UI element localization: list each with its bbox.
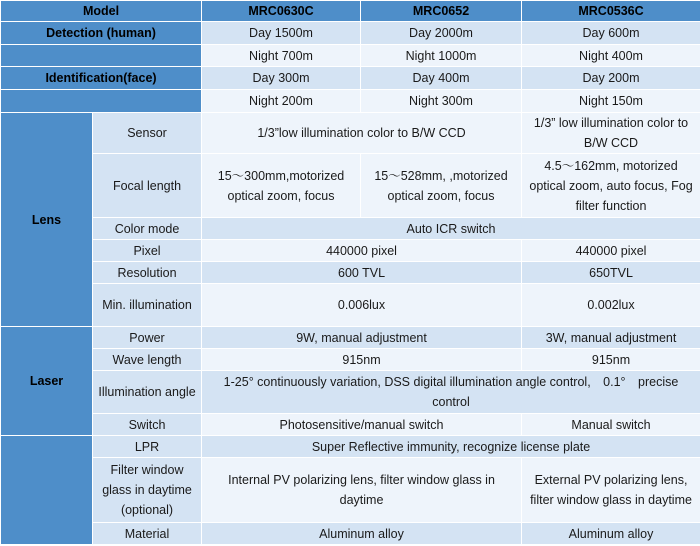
wave-length-row — [1, 349, 700, 371]
lpr-value: Super Reflective immunity, recognize license plate — [202, 436, 700, 458]
detection-label: Detection (human) — [1, 22, 202, 45]
material-row — [1, 523, 700, 545]
model-mrc0652: MRC0652 — [361, 1, 522, 22]
illumination-angle-value: 1-25° continuously variation, DSS digital illumination angle control, 0.1° precise control — [202, 371, 700, 414]
illumination-angle-label: Illumination angle — [93, 371, 202, 414]
detection-label-blank — [1, 45, 202, 67]
identification-day-row — [1, 67, 700, 90]
switch-value-1-2: Photosensitive/manual switch — [202, 414, 522, 436]
wave-length-value-1-2: 915nm — [202, 349, 522, 371]
min-illumination-row — [1, 284, 700, 327]
power-value-1-2: 9W, manual adjustment — [202, 327, 522, 349]
switch-row — [1, 414, 700, 436]
min-illumination-label: Min. illumination — [93, 284, 202, 327]
detection-day-2: Day 2000m — [361, 22, 522, 45]
focal-value-2: 15～528mm, ,motorized optical zoom, focus — [361, 154, 522, 218]
resolution-value-1-2: 600 TVL — [202, 262, 522, 284]
min-illumination-value-3: 0.002lux — [522, 284, 700, 327]
identification-day-1: Day 300m — [202, 67, 361, 90]
wave-length-label: Wave length — [93, 349, 202, 371]
switch-value-3: Manual switch — [522, 414, 700, 436]
model-header: Model — [1, 1, 202, 22]
header-row — [1, 1, 700, 22]
model-mrc0536c: MRC0536C — [522, 1, 700, 22]
pixel-row — [1, 240, 700, 262]
filter-window-value-1-2: Internal PV polarizing lens, filter window glass in daytime — [202, 458, 522, 523]
power-row — [1, 327, 700, 349]
pixel-value-3: 440000 pixel — [522, 240, 700, 262]
laser-group-label: Laser — [1, 327, 93, 436]
lens-group-label: Lens — [1, 113, 93, 327]
wave-length-value-3: 915nm — [522, 349, 700, 371]
detection-day-3: Day 600m — [522, 22, 700, 45]
identification-day-3: Day 200m — [522, 67, 700, 90]
focal-row — [1, 154, 700, 218]
identification-night-1: Night 200m — [202, 90, 361, 113]
resolution-row — [1, 262, 700, 284]
filter-window-value-3: External PV polarizing lens, filter window glass in daytime — [522, 458, 700, 523]
pixel-label: Pixel — [93, 240, 202, 262]
detection-day-row — [1, 22, 700, 45]
resolution-label: Resolution — [93, 262, 202, 284]
switch-label: Switch — [93, 414, 202, 436]
color-mode-row — [1, 218, 700, 240]
detection-night-3: Night 400m — [522, 45, 700, 67]
lpr-label: LPR — [93, 436, 202, 458]
sensor-label: Sensor — [93, 113, 202, 154]
power-label: Power — [93, 327, 202, 349]
identification-night-3: Night 150m — [522, 90, 700, 113]
filter-window-label: Filter window glass in daytime (optional) — [93, 458, 202, 523]
sensor-value-3: 1/3” low illumination color to B/W CCD — [522, 113, 700, 154]
sensor-row — [1, 113, 700, 154]
material-label: Material — [93, 523, 202, 545]
illumination-angle-row — [1, 371, 700, 414]
identification-label: Identification(face) — [1, 67, 202, 90]
identification-day-2: Day 400m — [361, 67, 522, 90]
color-mode-value: Auto ICR switch — [202, 218, 700, 240]
focal-value-3: 4.5～162mm, motorized optical zoom, auto focus, Fog filter function — [522, 154, 700, 218]
material-value-3: Aluminum alloy — [522, 523, 700, 545]
identification-night-2: Night 300m — [361, 90, 522, 113]
detection-night-2: Night 1000m — [361, 45, 522, 67]
detection-day-1: Day 1500m — [202, 22, 361, 45]
sensor-value-1-2: 1/3”low illumination color to B/W CCD — [202, 113, 522, 154]
pixel-value-1-2: 440000 pixel — [202, 240, 522, 262]
filter-window-row — [1, 458, 700, 523]
lpr-row — [1, 436, 700, 458]
identification-label-blank — [1, 90, 202, 113]
detection-night-1: Night 700m — [202, 45, 361, 67]
min-illumination-value-1-2: 0.006lux — [202, 284, 522, 327]
focal-value-1: 15～300mm,motorized optical zoom, focus — [202, 154, 361, 218]
power-value-3: 3W, manual adjustment — [522, 327, 700, 349]
model-mrc0630c: MRC0630C — [202, 1, 361, 22]
other-group-label — [1, 436, 93, 545]
material-value-1-2: Aluminum alloy — [202, 523, 522, 545]
identification-night-row — [1, 90, 700, 113]
focal-label: Focal length — [93, 154, 202, 218]
color-mode-label: Color mode — [93, 218, 202, 240]
resolution-value-3: 650TVL — [522, 262, 700, 284]
detection-night-row — [1, 45, 700, 67]
